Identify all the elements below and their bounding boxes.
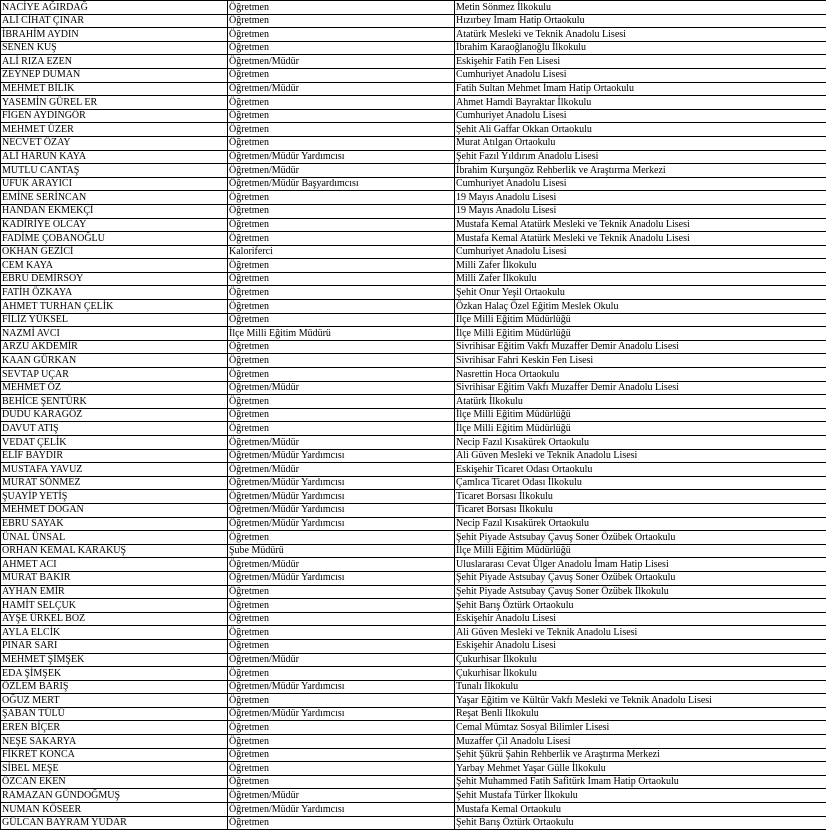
school-cell: Ticaret Borsası İlkokulu <box>455 490 826 504</box>
role-cell: Öğretmen <box>228 123 455 137</box>
role-cell: Öğretmen <box>228 816 455 830</box>
name-cell: KAAN GÜRKAN <box>1 354 228 368</box>
name-cell: SEVTAP UÇAR <box>1 368 228 382</box>
role-cell: Öğretmen/Müdür <box>228 55 455 69</box>
name-cell: ŞABAN TÜLÜ <box>1 707 228 721</box>
school-cell: Şehit Piyade Astsubay Çavuş Soner Özübek İlkokulu <box>455 585 826 599</box>
table-row <box>1 531 826 545</box>
table-row <box>1 653 826 667</box>
name-cell: OĞUZ MERT <box>1 694 228 708</box>
name-cell: CEM KAYA <box>1 259 228 273</box>
school-cell: Ali Güven Mesleki ve Teknik Anadolu Lisesi <box>455 449 826 463</box>
name-cell: VEDAT ÇELİK <box>1 436 228 450</box>
name-cell: OKHAN GEZİCİ <box>1 245 228 259</box>
role-cell: Öğretmen/Müdür <box>228 653 455 667</box>
table-row <box>1 626 826 640</box>
role-cell: Öğretmen <box>228 748 455 762</box>
name-cell: MUSTAFA YAVUZ <box>1 463 228 477</box>
school-cell: Şehit Piyade Astsubay Çavuş Soner Özübek Ortaokulu <box>455 571 826 585</box>
role-cell: Öğretmen <box>228 14 455 28</box>
school-cell: Eskişehir Ticaret Odası Ortaokulu <box>455 463 826 477</box>
school-cell: Tunalı İlkokulu <box>455 680 826 694</box>
name-cell: ÖZCAN EKEN <box>1 775 228 789</box>
table-row <box>1 667 826 681</box>
table-row <box>1 694 826 708</box>
role-cell: Öğretmen <box>228 667 455 681</box>
table-row <box>1 680 826 694</box>
table-row <box>1 68 826 82</box>
name-cell: ÖZLEM BARIŞ <box>1 680 228 694</box>
name-cell: NECVET ÖZAY <box>1 136 228 150</box>
name-cell: ALİ RIZA EZEN <box>1 55 228 69</box>
table-row <box>1 340 826 354</box>
school-cell: Sivrihisar Eğitim Vakfı Muzaffer Demir Anadolu Lisesi <box>455 381 826 395</box>
name-cell: SİBEL MEŞE <box>1 762 228 776</box>
table-row <box>1 639 826 653</box>
table-row <box>1 789 826 803</box>
name-cell: RAMAZAN GÜNDOĞMUŞ <box>1 789 228 803</box>
role-cell: İlçe Milli Eğitim Müdürü <box>228 327 455 341</box>
name-cell: MEHMET DOĞAN <box>1 503 228 517</box>
name-cell: MEHMET ÜZER <box>1 123 228 137</box>
table-row <box>1 96 826 110</box>
school-cell: Ahmet Hamdi Bayraktar İlkokulu <box>455 96 826 110</box>
role-cell: Öğretmen/Müdür Yardımcısı <box>228 803 455 817</box>
school-cell: Fatih Sultan Mehmet İmam Hatip Ortaokulu <box>455 82 826 96</box>
role-cell: Öğretmen/Müdür <box>228 164 455 178</box>
school-cell: İlçe Milli Eğitim Müdürlüğü <box>455 313 826 327</box>
role-cell: Öğretmen <box>228 422 455 436</box>
table-row <box>1 544 826 558</box>
staff-table-body <box>1 1 826 830</box>
role-cell: Öğretmen/Müdür Yardımcısı <box>228 707 455 721</box>
school-cell: Şehit Mustafa Türker İlkokulu <box>455 789 826 803</box>
name-cell: PINAR SARI <box>1 639 228 653</box>
name-cell: MURAT BAKIR <box>1 571 228 585</box>
school-cell: 19 Mayıs Anadolu Lisesi <box>455 191 826 205</box>
role-cell: Öğretmen/Müdür Yardımcısı <box>228 517 455 531</box>
name-cell: BEHİCE ŞENTÜRK <box>1 395 228 409</box>
name-cell: HAMİT SELÇUK <box>1 599 228 613</box>
table-row <box>1 707 826 721</box>
school-cell: İbrahim Kurşungöz Rehberlik ve Araştırma Merkezi <box>455 164 826 178</box>
role-cell: Öğretmen/Müdür <box>228 381 455 395</box>
table-row <box>1 28 826 42</box>
name-cell: MEHMET ŞİMŞEK <box>1 653 228 667</box>
name-cell: EDA ŞİMŞEK <box>1 667 228 681</box>
table-row <box>1 41 826 55</box>
role-cell: Kaloriferci <box>228 245 455 259</box>
table-row <box>1 1 826 15</box>
school-cell: Necip Fazıl Kısakürek Ortaokulu <box>455 517 826 531</box>
name-cell: ARZU AKDEMİR <box>1 340 228 354</box>
role-cell: Öğretmen <box>228 626 455 640</box>
table-row <box>1 123 826 137</box>
name-cell: İBRAHİM AYDIN <box>1 28 228 42</box>
table-row <box>1 136 826 150</box>
role-cell: Şube Müdürü <box>228 544 455 558</box>
school-cell: Şehit Fazıl Yıldırım Anadolu Lisesi <box>455 150 826 164</box>
table-row <box>1 408 826 422</box>
school-cell: Atatürk Mesleki ve Teknik Anadolu Lisesi <box>455 28 826 42</box>
school-cell: Eskişehir Anadolu Lisesi <box>455 612 826 626</box>
role-cell: Öğretmen <box>228 109 455 123</box>
table-row <box>1 503 826 517</box>
school-cell: Reşat Benli İlkokulu <box>455 707 826 721</box>
school-cell: İlçe Milli Eğitim Müdürlüğü <box>455 422 826 436</box>
name-cell: NEŞE SAKARYA <box>1 735 228 749</box>
role-cell: Öğretmen <box>228 354 455 368</box>
name-cell: SENEN KUŞ <box>1 41 228 55</box>
school-cell: Mustafa Kemal Atatürk Mesleki ve Teknik Anadolu Lisesi <box>455 218 826 232</box>
table-row <box>1 14 826 28</box>
name-cell: MEHMET BİLİK <box>1 82 228 96</box>
name-cell: FADİME ÇOBANOĞLU <box>1 232 228 246</box>
role-cell: Öğretmen <box>228 136 455 150</box>
table-row <box>1 218 826 232</box>
role-cell: Öğretmen <box>228 585 455 599</box>
name-cell: DUDU KARAGÖZ <box>1 408 228 422</box>
school-cell: İlçe Milli Eğitim Müdürlüğü <box>455 408 826 422</box>
table-row <box>1 463 826 477</box>
role-cell: Öğretmen <box>228 721 455 735</box>
school-cell: Çamlıca Ticaret Odası İlkokulu <box>455 476 826 490</box>
role-cell: Öğretmen <box>228 762 455 776</box>
role-cell: Öğretmen <box>228 313 455 327</box>
table-row <box>1 816 826 830</box>
name-cell: FİGEN AYDINGÖR <box>1 109 228 123</box>
role-cell: Öğretmen/Müdür Yardımcısı <box>228 476 455 490</box>
table-row <box>1 191 826 205</box>
role-cell: Öğretmen/Müdür <box>228 436 455 450</box>
role-cell: Öğretmen <box>228 531 455 545</box>
name-cell: ZEYNEP DUMAN <box>1 68 228 82</box>
school-cell: Uluslararası Cevat Ülger Anadolu İmam Hatip Lisesi <box>455 558 826 572</box>
role-cell: Öğretmen <box>228 599 455 613</box>
table-row <box>1 422 826 436</box>
name-cell: FATİH ÖZKAYA <box>1 286 228 300</box>
school-cell: Şehit Barış Öztürk Ortaokulu <box>455 599 826 613</box>
table-row <box>1 150 826 164</box>
table-row <box>1 599 826 613</box>
role-cell: Öğretmen <box>228 1 455 15</box>
table-row <box>1 300 826 314</box>
role-cell: Öğretmen <box>228 395 455 409</box>
role-cell: Öğretmen <box>228 775 455 789</box>
school-cell: Sivrihisar Fahri Keskin Fen Lisesi <box>455 354 826 368</box>
school-cell: Milli Zafer İlkokulu <box>455 259 826 273</box>
school-cell: İlçe Milli Eğitim Müdürlüğü <box>455 544 826 558</box>
table-row <box>1 204 826 218</box>
role-cell: Öğretmen <box>228 41 455 55</box>
name-cell: MUTLU CANTAŞ <box>1 164 228 178</box>
table-row <box>1 286 826 300</box>
table-row <box>1 381 826 395</box>
role-cell: Öğretmen <box>228 96 455 110</box>
school-cell: Yarbay Mehmet Yaşar Gülle İlkokulu <box>455 762 826 776</box>
school-cell: Nasrettin Hoca Ortaokulu <box>455 368 826 382</box>
school-cell: Atatürk İlkokulu <box>455 395 826 409</box>
name-cell: AYŞE ÜRKEL BOZ <box>1 612 228 626</box>
table-row <box>1 164 826 178</box>
school-cell: Özkan Halaç Özel Eğitim Meslek Okulu <box>455 300 826 314</box>
name-cell: ŞUAYİP YETİŞ <box>1 490 228 504</box>
table-row <box>1 558 826 572</box>
school-cell: Mustafa Kemal Ortaokulu <box>455 803 826 817</box>
name-cell: NACİYE AĞIRDAĞ <box>1 1 228 15</box>
name-cell: HANDAN EKMEKÇİ <box>1 204 228 218</box>
role-cell: Öğretmen <box>228 191 455 205</box>
role-cell: Öğretmen <box>228 232 455 246</box>
table-row <box>1 354 826 368</box>
school-cell: Muzaffer Çil Anadolu Lisesi <box>455 735 826 749</box>
role-cell: Öğretmen <box>228 340 455 354</box>
school-cell: Necip Fazıl Kısakürek Ortaokulu <box>455 436 826 450</box>
school-cell: Çukurhisar İlkokulu <box>455 653 826 667</box>
role-cell: Öğretmen/Müdür <box>228 558 455 572</box>
school-cell: Metin Sönmez İlkokulu <box>455 1 826 15</box>
name-cell: YASEMİN GÜREL ER <box>1 96 228 110</box>
table-row <box>1 232 826 246</box>
school-cell: Milli Zafer İlkokulu <box>455 272 826 286</box>
name-cell: AHMET ACI <box>1 558 228 572</box>
name-cell: AYLA ELCİK <box>1 626 228 640</box>
school-cell: Şehit Şükrü Şahin Rehberlik ve Araştırma Merkezi <box>455 748 826 762</box>
table-row <box>1 259 826 273</box>
table-row <box>1 721 826 735</box>
name-cell: ALİ HARUN KAYA <box>1 150 228 164</box>
school-cell: Cumhuriyet Anadolu Lisesi <box>455 109 826 123</box>
role-cell: Öğretmen <box>228 218 455 232</box>
name-cell: MURAT SÖNMEZ <box>1 476 228 490</box>
table-row <box>1 803 826 817</box>
name-cell: NAZMİ AVCI <box>1 327 228 341</box>
role-cell: Öğretmen <box>228 286 455 300</box>
role-cell: Öğretmen <box>228 368 455 382</box>
school-cell: Ali Güven Mesleki ve Teknik Anadolu Lisesi <box>455 626 826 640</box>
name-cell: DAVUT ATIŞ <box>1 422 228 436</box>
school-cell: Sivrihisar Eğitim Vakfı Muzaffer Demir Anadolu Lisesi <box>455 340 826 354</box>
school-cell: Hızırbey İmam Hatip Ortaokulu <box>455 14 826 28</box>
name-cell: AHMET TURHAN ÇELİK <box>1 300 228 314</box>
school-cell: Ticaret Borsası İlkokulu <box>455 503 826 517</box>
name-cell: FİKRET KONCA <box>1 748 228 762</box>
role-cell: Öğretmen <box>228 694 455 708</box>
table-row <box>1 177 826 191</box>
name-cell: EBRU DEMİRSOY <box>1 272 228 286</box>
table-row <box>1 395 826 409</box>
table-row <box>1 735 826 749</box>
name-cell: KADİRİYE OLCAY <box>1 218 228 232</box>
role-cell: Öğretmen/Müdür Yardımcısı <box>228 680 455 694</box>
school-cell: İbrahim Karaoğlanoğlu İlkokulu <box>455 41 826 55</box>
role-cell: Öğretmen/Müdür <box>228 789 455 803</box>
name-cell: ALİ CİHAT ÇINAR <box>1 14 228 28</box>
school-cell: Eskişehir Anadolu Lisesi <box>455 639 826 653</box>
name-cell: ELİF BAYDIR <box>1 449 228 463</box>
table-row <box>1 762 826 776</box>
table-row <box>1 585 826 599</box>
role-cell: Öğretmen/Müdür <box>228 82 455 96</box>
role-cell: Öğretmen/Müdür Yardımcısı <box>228 571 455 585</box>
role-cell: Öğretmen <box>228 272 455 286</box>
role-cell: Öğretmen/Müdür Yardımcısı <box>228 449 455 463</box>
name-cell: EBRU SAYAK <box>1 517 228 531</box>
school-cell: Mustafa Kemal Atatürk Mesleki ve Teknik Anadolu Lisesi <box>455 232 826 246</box>
school-cell: Şehit Muhammed Fatih Safitürk İmam Hatip Ortaokulu <box>455 775 826 789</box>
table-row <box>1 449 826 463</box>
name-cell: MEHMET ÖZ <box>1 381 228 395</box>
role-cell: Öğretmen <box>228 259 455 273</box>
school-cell: Cumhuriyet Anadolu Lisesi <box>455 177 826 191</box>
table-row <box>1 313 826 327</box>
role-cell: Öğretmen/Müdür Yardımcısı <box>228 503 455 517</box>
role-cell: Öğretmen <box>228 612 455 626</box>
table-row <box>1 436 826 450</box>
role-cell: Öğretmen <box>228 639 455 653</box>
role-cell: Öğretmen <box>228 408 455 422</box>
table-row <box>1 612 826 626</box>
school-cell: İlçe Milli Eğitim Müdürlüğü <box>455 327 826 341</box>
school-cell: Şehit Ali Gaffar Okkan Ortaokulu <box>455 123 826 137</box>
table-row <box>1 490 826 504</box>
table-row <box>1 109 826 123</box>
table-row <box>1 476 826 490</box>
role-cell: Öğretmen <box>228 300 455 314</box>
table-row <box>1 245 826 259</box>
school-cell: Yaşar Eğitim ve Kültür Vakfı Mesleki ve Teknik Anadolu Lisesi <box>455 694 826 708</box>
school-cell: Çukurhisar İlkokulu <box>455 667 826 681</box>
name-cell: FİLİZ YÜKSEL <box>1 313 228 327</box>
role-cell: Öğretmen <box>228 68 455 82</box>
name-cell: GÜLCAN BAYRAM YUDAR <box>1 816 228 830</box>
role-cell: Öğretmen <box>228 204 455 218</box>
school-cell: Şehit Onur Yeşil Ortaokulu <box>455 286 826 300</box>
school-cell: Murat Atılgan Ortaokulu <box>455 136 826 150</box>
role-cell: Öğretmen/Müdür Başyardımcısı <box>228 177 455 191</box>
table-row <box>1 327 826 341</box>
table-row <box>1 368 826 382</box>
name-cell: AYHAN EMİR <box>1 585 228 599</box>
role-cell: Öğretmen/Müdür Yardımcısı <box>228 150 455 164</box>
table-row <box>1 272 826 286</box>
name-cell: EMİNE SERİNCAN <box>1 191 228 205</box>
school-cell: Cumhuriyet Anadolu Lisesi <box>455 245 826 259</box>
school-cell: Şehit Piyade Astsubay Çavuş Soner Özübek Ortaokulu <box>455 531 826 545</box>
role-cell: Öğretmen <box>228 735 455 749</box>
table-row <box>1 748 826 762</box>
role-cell: Öğretmen/Müdür <box>228 463 455 477</box>
table-row <box>1 571 826 585</box>
table-row <box>1 775 826 789</box>
role-cell: Öğretmen/Müdür Yardımcısı <box>228 490 455 504</box>
table-row <box>1 517 826 531</box>
school-cell: 19 Mayıs Anadolu Lisesi <box>455 204 826 218</box>
school-cell: Şehit Barış Öztürk Ortaokulu <box>455 816 826 830</box>
school-cell: Cumhuriyet Anadolu Lisesi <box>455 68 826 82</box>
table-row <box>1 55 826 69</box>
school-cell: Eskişehir Fatih Fen Lisesi <box>455 55 826 69</box>
name-cell: NUMAN KÖSEER <box>1 803 228 817</box>
table-row <box>1 82 826 96</box>
name-cell: EREN BİÇER <box>1 721 228 735</box>
school-cell: Cemal Mümtaz Sosyal Bilimler Lisesi <box>455 721 826 735</box>
role-cell: Öğretmen <box>228 28 455 42</box>
name-cell: ORHAN KEMAL KARAKUŞ <box>1 544 228 558</box>
name-cell: UFUK ARAYICI <box>1 177 228 191</box>
name-cell: ÜNAL ÜNSAL <box>1 531 228 545</box>
